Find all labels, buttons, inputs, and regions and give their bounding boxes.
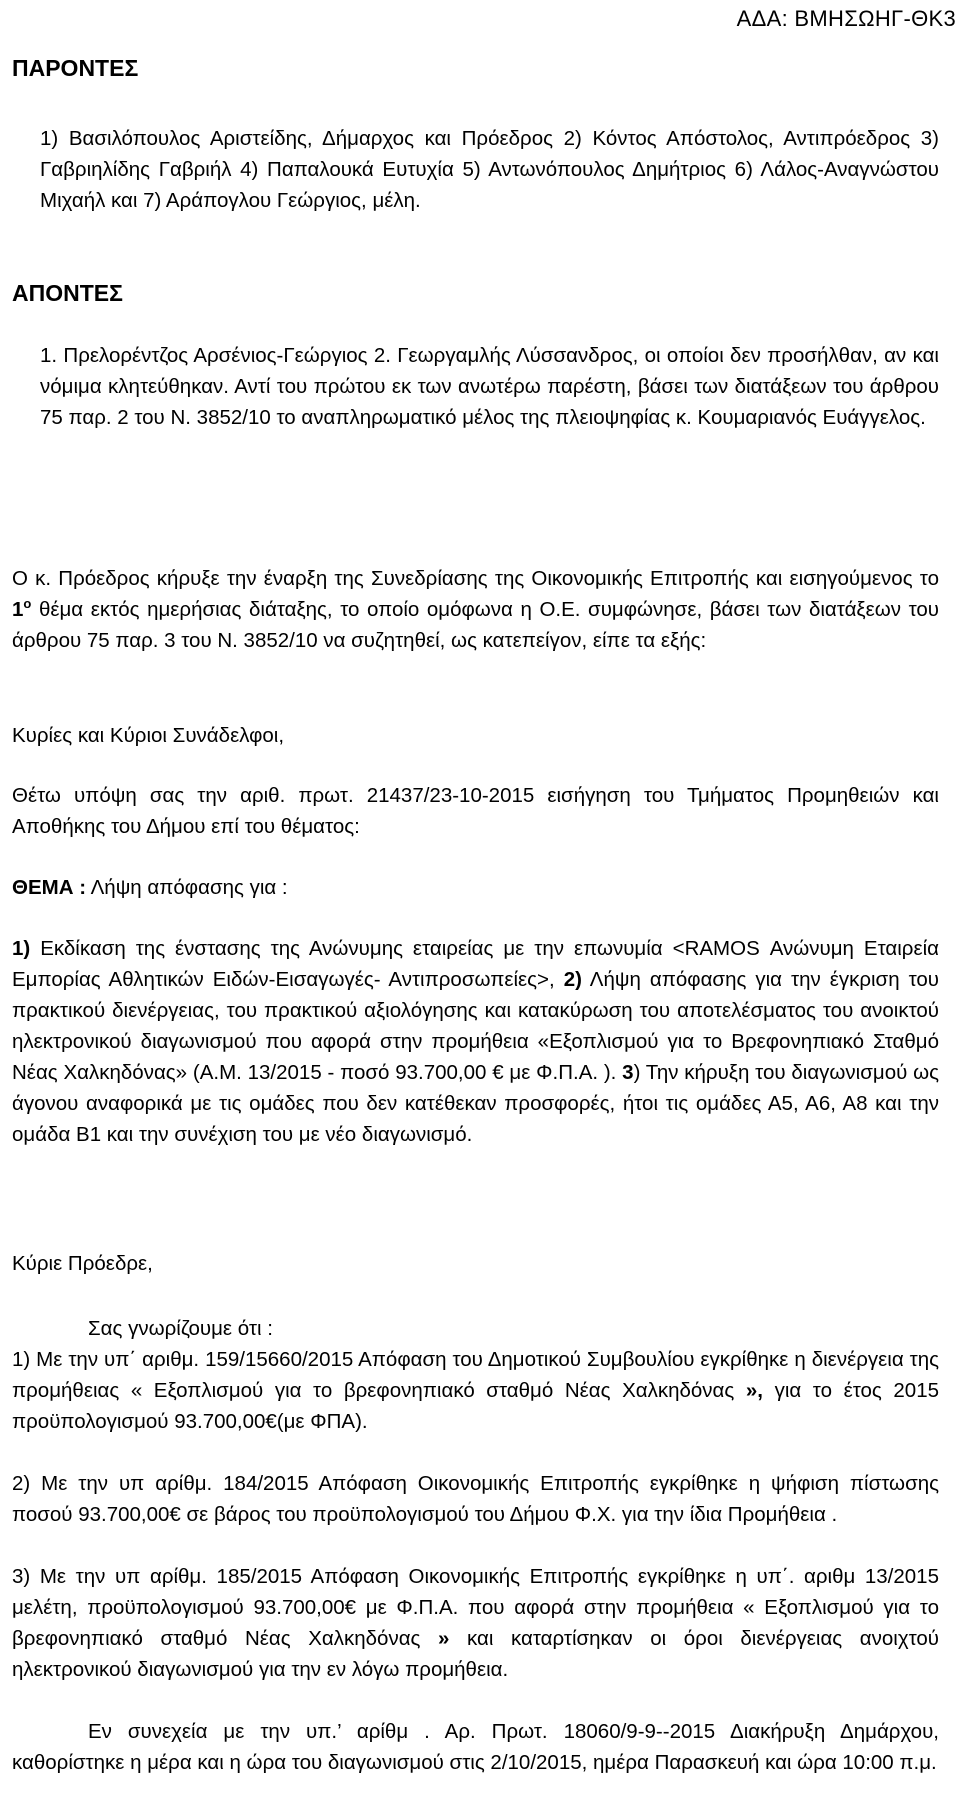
subject-label: ΘΕΜΑ : [12, 876, 87, 899]
item3-number: 3 [622, 1061, 634, 1084]
absent-heading: ΑΠΟΝΤΕΣ [12, 280, 123, 306]
present-list: 1) Βασιλόπουλος Αριστείδης, Δήμαρχος και Πρόεδρος 2) Κόντος Απόστολος, Αντιπρόεδρος 3) Γαβριηλίδης Γαβριήλ 4) Παπαλουκά Ευτυχία 5) Αντωνόπουλος Δημήτριος 6) Λάλος-Αναγνώστου Μιχαήλ και 7) Αράπογλου Γεώργιος, μέλη. [40, 127, 939, 212]
salutation: Κυρίες και Κύριοι Συνάδελφοι, [12, 724, 285, 747]
opening-text-after: θέμα εκτός ημερήσιας διάταξης, το οποίο ομόφωνα η Ο.Ε. συμφώνησε, βάσει των διατάξεων του άρθρου 75 παρ. 3 του Ν. 3852/10 να συζητηθεί, ως κατεπείγον, είπε τα εξής: [12, 598, 939, 652]
item2-number: 2) [563, 968, 582, 991]
opening-number: 1 [12, 598, 24, 621]
point-3-quote-close: » [438, 1627, 450, 1650]
intro-line: Σας γνωρίζουμε ότι : [88, 1317, 273, 1340]
item1-number: 1) [12, 937, 31, 960]
address-line: Κύριε Πρόεδρε, [12, 1252, 153, 1275]
opening-superscript: ο [23, 596, 32, 612]
opening-paragraph [12, 563, 939, 656]
point-1-text-a: 1) Με την υπ΄ αριθμ. 159/15660/2015 Απόφαση του Δημοτικού Συμβουλίου εγκρίθηκε η διενέργεια της προμήθειας « Εξοπλισμού για το βρεφονηπιακό σταθμό Νέας Χαλκηδόνας [12, 1348, 939, 1402]
present-heading: ΠΑΡΟΝΤΕΣ [12, 55, 139, 81]
subject-items [12, 933, 939, 1150]
opening-text-before: Ο κ. Πρόεδρος κήρυξε την έναρξη της Συνεδρίασης της Οικονομικής Επιτροπής και εισηγούμενος το [12, 567, 939, 590]
proposal-paragraph: Θέτω υπόψη σας την αριθ. πρωτ. 21437/23-10-2015 εισήγηση του Τμήματος Προμηθειών και Αποθήκης του Δήμου επί του θέματος: [12, 784, 939, 838]
absent-list: 1. Πρελορέντζος Αρσένιος-Γεώργιος 2. Γεωργαμλής Λύσσανδρος, οι οποίοι δεν προσήλθαν, αν και νόμιμα κλητεύθηκαν. Αντί του πρώτου εκ των ανωτέρω παρέστη, βάσει των διατάξεων του άρθρου 75 παρ. 2 του Ν. 3852/10 το αναπληρωματικό μέλος της πλειοψηφίας κ. Κουμαριανός Ευάγγελος. [40, 344, 939, 429]
point-3-text-c: και καταρτίσηκαν οι όροι διενέργειας ανοιχτού ηλεκτρονικού διαγωνισμού για την εν λόγω προμήθεια. [12, 1627, 939, 1681]
point-1-text-c: για το έτος 2015 προϋπολογισμού 93.700,00€(με ΦΠΑ). [12, 1379, 939, 1433]
point-1-quote-close: », [745, 1379, 763, 1402]
point-4: Εν συνεχεία με την υπ.’ αρίθμ . Αρ. Πρωτ. 18060/9-9--2015 Διακήρυξη Δημάρχου, καθορίστηκε η μέρα και η ώρα του διαγωνισμού στις 2/10/2015, ημέρα Παρασκευή και ώρα 10:00 π.μ. [12, 1720, 939, 1774]
item2-text: Λήψη απόφασης για την έγκριση του πρακτικού διενέργειας, του πρακτικού αξιολόγησης και κατακύρωση του αποτελέσματος του ανοικτού ηλεκτρονικού διαγωνισμού που αφορά στην προμήθεια «Εξοπλισμού για το Βρεφονηπιακό Σταθμό Νέας Χαλκηδόνας» (Α.Μ. 13/2015 - ποσό 93.700,00 € με Φ.Π.Α. ). [12, 968, 940, 1084]
point-3-text-a: 3) Με την υπ αρίθμ. 185/2015 Απόφαση Οικονομικής Επιτροπής εγκρίθηκε η υπ΄. αριθμ 13/2015 μελέτη, προϋπολογισμού 93.700,00€ με Φ.Π.Α. που αφορά στην προμήθεια « Εξοπλισμού για το βρεφονηπιακό σταθμό Νέας Χαλκηδόνας [12, 1565, 939, 1650]
item1-text: Εκδίκαση της ένστασης της Ανώνυμης εταιρείας με την επωνυμία <RAMOS Ανώνυμη Εταιρεία Εμπορίας Αθλητικών Ειδών-Εισαγωγές- Αντιπροσωπείες>, [12, 937, 939, 991]
subject-line [12, 872, 939, 903]
point-3 [12, 1561, 939, 1685]
item3-text: ) Την κήρυξη του διαγωνισμού ως άγονου αναφορικά με τις ομάδες που δεν κατέθεκαν προσφορές, ήτοι τις ομάδες Α5, Α6, Α8 και την ομάδα Β1 και την συνέχιση του με νέο διαγωνισμό. [12, 1061, 939, 1146]
point-1 [12, 1344, 939, 1437]
point-2: 2) Με την υπ αρίθμ. 184/2015 Απόφαση Οικονομικής Επιτροπής εγκρίθηκε η ψήφιση πίστωσης ποσού 93.700,00€ σε βάρος του προϋπολογισμού του Δήμου Φ.Χ. για την ίδια Προμήθεια . [12, 1472, 939, 1526]
subject-text: Λήψη απόφασης για : [86, 876, 288, 899]
ada-code: ΑΔΑ: ΒΜΗΣΩΗΓ-ΘΚ3 [736, 6, 956, 31]
